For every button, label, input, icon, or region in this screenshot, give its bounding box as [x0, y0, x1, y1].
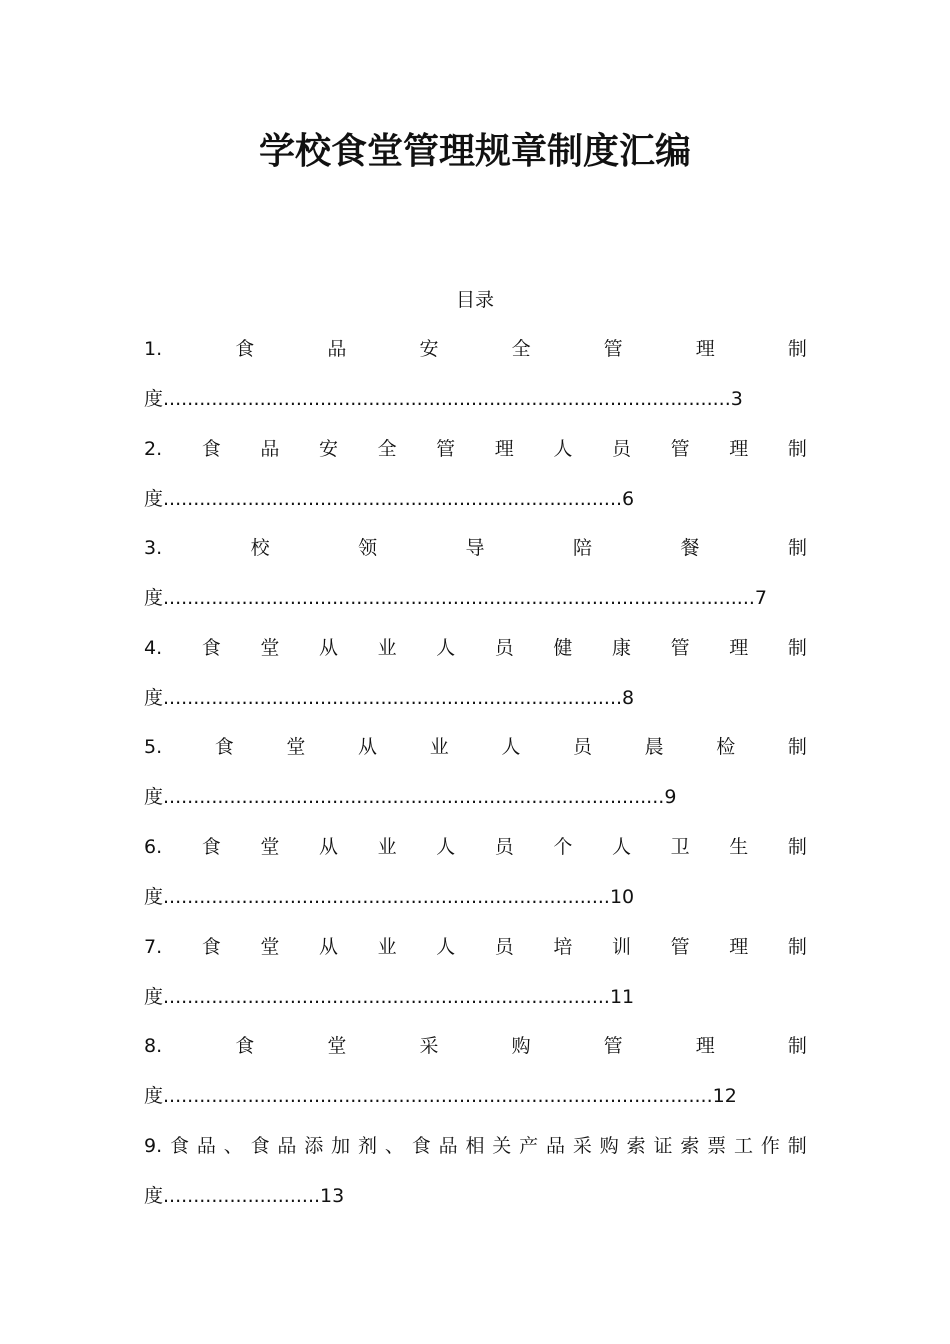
toc-entry-char: 食: [235, 338, 255, 360]
toc-entry-char: 制: [787, 1134, 807, 1157]
toc-entry-char: 堂: [260, 935, 280, 958]
toc-entry-char: 人: [553, 437, 573, 460]
document-title: 学校食堂管理规章制度汇编: [258, 131, 691, 172]
toc-entry-title-line: [144, 534, 807, 562]
toc-leader-dots: ..............................................................................................: [163, 388, 731, 410]
toc-entry[interactable]: [144, 634, 807, 734]
toc-entry-char: 员: [494, 935, 514, 958]
toc-entry-char: 员: [572, 736, 592, 759]
toc-page-number: 6: [622, 487, 635, 510]
toc-entry-char: 索: [626, 1134, 646, 1157]
toc-entry-char: 堂: [260, 636, 280, 659]
toc-leader-dots: ............................................................................: [163, 487, 623, 510]
toc-page-number: 10: [609, 885, 635, 908]
toc-entry-char: 全: [511, 338, 531, 360]
toc-entry-char: 加: [331, 1134, 351, 1157]
toc-entry-char: 堂: [286, 736, 306, 759]
toc-entry-number: 6.: [144, 835, 163, 858]
toc-entry-char: 制: [787, 537, 807, 560]
toc-leader-dots: ...................................................................................: [163, 786, 665, 809]
toc-entry-number: 8.: [144, 1035, 163, 1058]
toc-entry-char: 理: [695, 338, 715, 360]
toc-page-number: 7: [754, 587, 767, 610]
toc-entry-char: 食: [235, 1035, 255, 1058]
toc-entry-page-line: [144, 783, 807, 811]
toc-entry-char: 票: [707, 1134, 727, 1157]
toc-entry-last-char: 度: [144, 985, 164, 1008]
toc-entry-char: 、: [223, 1134, 243, 1157]
toc-entry[interactable]: [144, 933, 807, 1033]
toc-entry-char: 食: [214, 736, 234, 759]
toc-entry-char: 业: [377, 835, 397, 858]
toc-entry-char: 训: [612, 935, 632, 958]
toc-entry-page-line: [144, 883, 807, 911]
toc-entry-char: 食: [201, 935, 221, 958]
toc-entry-char: 品: [438, 1134, 458, 1157]
toc-entry-char: 从: [318, 935, 338, 958]
toc-entry-char: 管: [670, 636, 690, 659]
toc-entry-char: 管: [603, 1035, 623, 1058]
toc-leader-dots: ..........................................................................: [163, 985, 610, 1008]
toc-entry-char: 食: [201, 437, 221, 460]
toc-entry[interactable]: [144, 335, 807, 435]
toc-entry-char: 添: [304, 1134, 324, 1157]
toc-entry-char: 领: [358, 537, 378, 560]
toc-entry-char: 产: [519, 1134, 539, 1157]
toc-entry-char: 业: [377, 636, 397, 659]
toc-entry-char: 制: [787, 736, 807, 759]
toc-entry-char: 相: [465, 1134, 485, 1157]
toc-entry-last-char: 度: [144, 1184, 164, 1207]
toc-page-number: 3: [730, 388, 743, 410]
toc-entry-page-line: [144, 684, 807, 712]
toc-entry[interactable]: [144, 1032, 807, 1132]
toc-entry-page-line: [144, 1082, 807, 1110]
toc-entry-char: 校: [250, 537, 270, 560]
toc-leader-dots: ..................................................................................................: [163, 587, 755, 610]
toc-entry-char: 食: [411, 1134, 431, 1157]
toc-entry-char: 检: [716, 736, 736, 759]
toc-entry-char: 品: [260, 437, 280, 460]
toc-page-number: 12: [712, 1085, 737, 1108]
toc-entry-char: 堂: [260, 835, 280, 858]
toc-entry-char: 业: [377, 935, 397, 958]
toc-entry-title-line: [144, 1032, 807, 1060]
toc-entry-page-line: [144, 983, 807, 1011]
toc-entry-char: 堂: [327, 1035, 347, 1058]
toc-leader-dots: ..........................: [163, 1184, 321, 1207]
toc-entry-char: 品: [196, 1134, 216, 1157]
toc-entry-char: 工: [734, 1134, 754, 1157]
toc-entry-char: 餐: [680, 537, 700, 560]
toc-entry-page-line: [144, 385, 807, 413]
toc-entry-char: 理: [729, 437, 749, 460]
toc-entry-last-char: 度: [144, 1085, 164, 1108]
toc-entry-title-line: [144, 634, 807, 662]
toc-entry-title-line: [144, 435, 807, 463]
toc-entry-char: 生: [729, 835, 749, 858]
toc-entry-title-line: [144, 733, 807, 761]
toc-entry[interactable]: [144, 1132, 807, 1232]
toc-entry-char: 食: [250, 1134, 270, 1157]
toc-entry-last-char: 度: [144, 587, 164, 610]
toc-entry-char: 陪: [573, 537, 593, 560]
toc-entry-last-char: 度: [144, 686, 164, 709]
toc-entry-title-line: [144, 833, 807, 861]
toc-entry-char: 人: [436, 835, 456, 858]
toc-entry-char: 作: [760, 1134, 780, 1157]
toc-entry-char: 剂: [358, 1134, 378, 1157]
toc-entry-char: 安: [419, 338, 439, 360]
toc-entry-char: 、: [384, 1134, 404, 1157]
toc-entry-char: 食: [201, 835, 221, 858]
toc-entry-char: 健: [553, 636, 573, 659]
toc-entry-char: 员: [494, 636, 514, 659]
toc-entry-number: 1.: [144, 338, 163, 360]
toc-entry-char: 从: [318, 835, 338, 858]
toc-entry-char: 个: [553, 835, 573, 858]
toc-heading: 目录: [455, 289, 494, 311]
toc-leader-dots: ............................................................................: [163, 686, 623, 709]
toc-page-number: 13: [320, 1184, 345, 1207]
toc-entry-char: 员: [612, 437, 632, 460]
toc-entry-last-char: 度: [144, 786, 164, 809]
toc-entry-char: 培: [553, 935, 573, 958]
toc-page-number: 8: [622, 686, 635, 709]
toc-entry-number: 5.: [144, 736, 163, 759]
toc-entry-number: 2.: [144, 437, 163, 460]
toc-entry-char: 制: [787, 935, 807, 958]
toc-entry-char: 食: [201, 636, 221, 659]
toc-entry-char: 员: [494, 835, 514, 858]
toc-entry-char: 采: [572, 1134, 592, 1157]
toc-entry-last-char: 度: [144, 487, 164, 510]
toc-entry-number: 7.: [144, 935, 163, 958]
toc-entry-char: 康: [612, 636, 632, 659]
toc-entry[interactable]: [144, 435, 807, 535]
toc-entry-char: 人: [612, 835, 632, 858]
toc-entry-char: 理: [695, 1035, 715, 1058]
toc-entry-last-char: 度: [144, 388, 164, 410]
toc-entry-char: 管: [603, 338, 623, 360]
toc-entry-char: 晨: [644, 736, 664, 759]
toc-entry-char: 导: [465, 537, 485, 560]
toc-entry[interactable]: [144, 733, 807, 833]
toc-leader-dots: ...........................................................................................: [163, 1085, 713, 1108]
toc-entry-char: 理: [729, 935, 749, 958]
toc-entry-char: 品: [277, 1134, 297, 1157]
toc-entry-char: 索: [680, 1134, 700, 1157]
toc-leader-dots: ..........................................................................: [163, 885, 610, 908]
toc-entry-char: 卫: [670, 835, 690, 858]
toc-entry-char: 采: [419, 1035, 439, 1058]
toc-entry-title-line: [144, 335, 807, 363]
toc-entry-char: 管: [436, 437, 456, 460]
toc-entry[interactable]: [144, 534, 807, 634]
toc-page-number: 11: [609, 985, 635, 1008]
toc-entry-page-line: [144, 485, 807, 513]
toc-entry-last-char: 度: [144, 885, 164, 908]
toc-entry-number: 4.: [144, 636, 163, 659]
toc-entry-char: 从: [318, 636, 338, 659]
toc-entry-char: 制: [787, 338, 807, 360]
toc-entry-char: 品: [546, 1134, 566, 1157]
toc-entry-page-line: [144, 1182, 807, 1210]
toc-page-number: 9: [664, 786, 677, 809]
toc-entry-char: 理: [494, 437, 514, 460]
toc-entry-number: 3.: [144, 537, 163, 560]
table-of-contents: [144, 335, 807, 1231]
toc-entry-char: 全: [377, 437, 397, 460]
toc-entry-char: 制: [787, 1035, 807, 1058]
toc-entry-char: 食: [169, 1134, 189, 1157]
toc-entry[interactable]: [144, 833, 807, 933]
toc-entry-char: 安: [318, 437, 338, 460]
toc-entry-title-line: [144, 1132, 807, 1160]
toc-entry-char: 制: [787, 437, 807, 460]
toc-entry-char: 购: [511, 1035, 531, 1058]
toc-entry-char: 从: [358, 736, 378, 759]
toc-entry-char: 购: [599, 1134, 619, 1157]
toc-entry-char: 品: [327, 338, 347, 360]
toc-entry-title-line: [144, 933, 807, 961]
toc-entry-char: 关: [492, 1134, 512, 1157]
toc-entry-char: 人: [436, 935, 456, 958]
toc-entry-number: 9.: [144, 1134, 163, 1157]
toc-entry-char: 制: [787, 835, 807, 858]
toc-entry-char: 业: [429, 736, 449, 759]
toc-entry-char: 理: [729, 636, 749, 659]
toc-entry-char: 管: [670, 935, 690, 958]
toc-entry-page-line: [144, 584, 807, 612]
toc-entry-char: 人: [436, 636, 456, 659]
toc-entry-char: 制: [787, 636, 807, 659]
toc-entry-char: 人: [501, 736, 521, 759]
toc-entry-char: 管: [670, 437, 690, 460]
toc-entry-char: 证: [653, 1134, 673, 1157]
